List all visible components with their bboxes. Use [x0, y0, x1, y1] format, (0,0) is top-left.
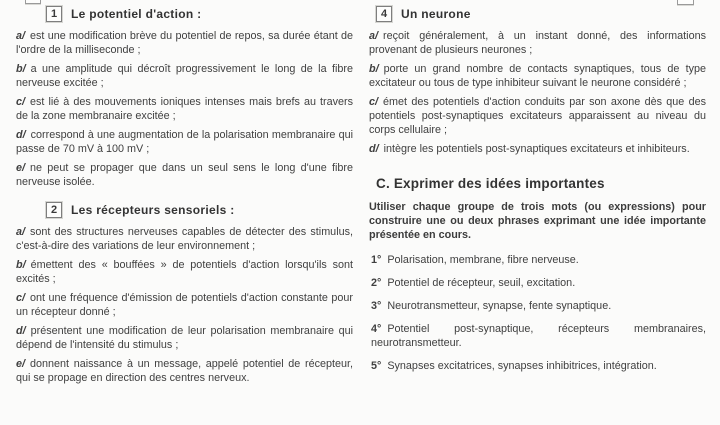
- option-label: d/: [369, 143, 379, 155]
- question-option: [16, 357, 353, 385]
- option-text: émet des potentiels d'action conduits par son axone dès que des potentiels post-synaptiques excitateurs apparaissent au niveau du corps cellulaire ;: [369, 96, 706, 136]
- section-number-box: 2: [46, 202, 62, 218]
- question-option: [16, 29, 353, 57]
- question-option: [369, 29, 706, 57]
- exercise-instructions: Utiliser chaque groupe de trois mots (ou expressions) pour construire une ou deux phrases exprimant une idée importante présentée en cours.: [369, 201, 706, 241]
- option-text: est une modification brève du potentiel de repos, sa durée étant de l'ordre de la milliseconde ;: [16, 30, 353, 56]
- question-option: [16, 258, 353, 286]
- page-artifact-top-right: [677, 0, 694, 5]
- exercise-item: [371, 299, 706, 313]
- option-label: b/: [369, 63, 379, 75]
- exercise-item-text: Neurotransmetteur, synapse, fente synaptique.: [387, 300, 612, 312]
- section-4-heading: [376, 6, 706, 22]
- exercise-item: [371, 322, 706, 350]
- exercise-item: [371, 359, 706, 373]
- section-2-heading: [46, 202, 353, 218]
- option-label: c/: [369, 96, 379, 108]
- option-text: porte un grand nombre de contacts synaptiques, tous de type excitateur ou tous de type inhibiteur suivant le neurone considéré ;: [369, 63, 706, 89]
- exercise-item-number: 3°: [371, 300, 382, 312]
- left-column: [16, 6, 353, 390]
- section-1-heading: [46, 6, 353, 22]
- option-label: b/: [16, 63, 26, 75]
- option-text: intègre les potentiels post-synaptiques excitateurs et inhibiteurs.: [383, 143, 690, 155]
- option-text: ont une fréquence d'émission de potentiels d'action constante pour un récepteur donné ;: [16, 292, 353, 318]
- question-option: [16, 95, 353, 123]
- option-text: a une amplitude qui décroît progressivement le long de la fibre nerveuse excitée ;: [16, 63, 353, 89]
- exercise-title: C. Exprimer des idées importantes: [376, 176, 605, 191]
- exercise-item-number: 5°: [371, 360, 382, 372]
- option-label: d/: [16, 325, 26, 337]
- question-option: [16, 324, 353, 352]
- exercise-item-text: Polarisation, membrane, fibre nerveuse.: [387, 254, 579, 266]
- exercise-item: [371, 276, 706, 290]
- option-text: donnent naissance à un message, appelé potentiel de récepteur, qui se propage en direction des centres nerveux.: [16, 358, 353, 384]
- exercise-item-number: 4°: [371, 323, 382, 335]
- option-label: b/: [16, 259, 26, 271]
- section-number-box: 4: [376, 6, 392, 22]
- question-option: [369, 95, 706, 137]
- exercise-item: [371, 253, 706, 267]
- option-text: correspond à une augmentation de la polarisation membranaire qui passe de 70 mV à 100 mV ;: [16, 129, 353, 155]
- exercise-item-text: Potentiel de récepteur, seuil, excitation.: [387, 277, 576, 289]
- option-text: sont des structures nerveuses capables de détecter des stimulus, c'est-à-dire des variations de leur environnement ;: [16, 226, 353, 252]
- question-option: [369, 62, 706, 90]
- section-title: Le potentiel d'action :: [71, 7, 202, 21]
- right-column: [369, 6, 706, 382]
- page-artifact-top-left: [25, 0, 41, 4]
- section-title: Les récepteurs sensoriels :: [71, 203, 235, 217]
- exercise-item-text: Synapses excitatrices, synapses inhibitrices, intégration.: [387, 360, 657, 372]
- section-number-box: 1: [46, 6, 62, 22]
- question-option: [16, 291, 353, 319]
- option-text: ne peut se propager que dans un seul sens le long d'une fibre nerveuse isolée.: [16, 162, 353, 188]
- section-title: Un neurone: [401, 7, 471, 21]
- option-label: a/: [16, 30, 26, 42]
- option-text: présentent une modification de leur polarisation membranaire qui dépend de l'intensité du stimulus ;: [16, 325, 353, 351]
- option-label: c/: [16, 96, 26, 108]
- question-option: [369, 142, 706, 156]
- question-option: [16, 225, 353, 253]
- option-label: e/: [16, 358, 26, 370]
- exercise-c: [369, 177, 706, 373]
- option-label: a/: [16, 226, 26, 238]
- option-text: reçoit généralement, à un instant donné, des informations provenant de plusieurs neurones ;: [369, 30, 706, 56]
- option-label: a/: [369, 30, 379, 42]
- option-label: d/: [16, 129, 26, 141]
- option-text: est lié à des mouvements ioniques intenses mais brefs au travers de la zone membranaire excitée ;: [16, 96, 353, 122]
- section-2: [16, 202, 353, 385]
- question-option: [16, 62, 353, 90]
- option-text: émettent des « bouffées » de potentiels d'action lorsqu'ils sont excités ;: [16, 259, 353, 285]
- exercise-item-number: 2°: [371, 277, 382, 289]
- question-option: [16, 128, 353, 156]
- exercise-item-text: Potentiel post-synaptique, récepteurs membranaires, neurotransmetteur.: [371, 323, 706, 349]
- question-option: [16, 161, 353, 189]
- option-label: c/: [16, 292, 26, 304]
- exercise-item-number: 1°: [371, 254, 382, 266]
- option-label: e/: [16, 162, 26, 174]
